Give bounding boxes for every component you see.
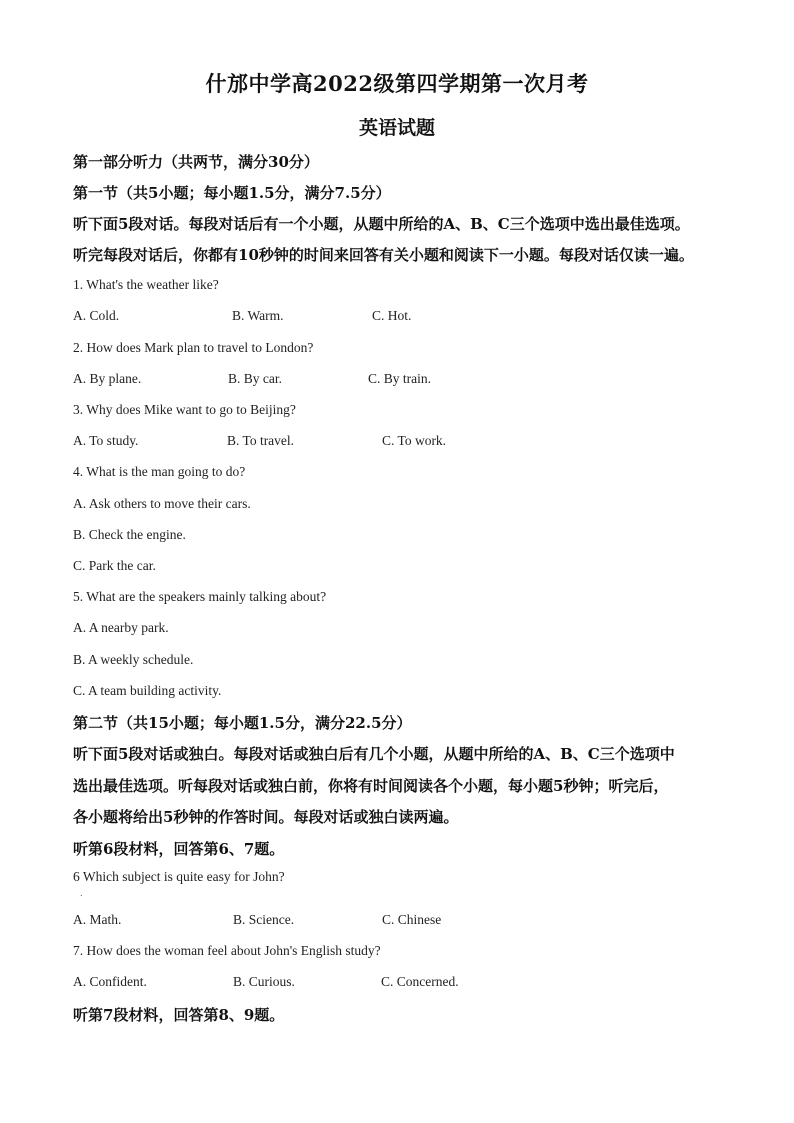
question-1-option-c: C. Hot. (372, 308, 412, 323)
section2-instruction-1: 听下面5段对话或独白。每段对话或独白后有几个小题，从题中所给的A、B、C三个选项中 (73, 745, 675, 763)
question-2-option-b: B. By car. (228, 371, 282, 386)
section2-instruction-3: 各小题将给出5秒钟的作答时间。每段对话或独白读两遍。 (73, 808, 459, 826)
question-2-option-a: A. By plane. (73, 371, 142, 386)
question-6-option-b: B. Science. (233, 912, 295, 927)
material-6-heading: 听第6段材料，回答第6、7题。 (73, 840, 285, 858)
section2-heading: 第二节（共15小题；每小题1.5分，满分22.5分） (73, 714, 412, 732)
stray-mark: . (80, 889, 83, 898)
material-7-heading: 听第7段材料，回答第8、9题。 (73, 1006, 285, 1024)
question-6-stem: 6 Which subject is quite easy for John? (73, 869, 285, 884)
exam-title: 什邡中学高2022级第四学期第一次月考 (205, 71, 589, 96)
section2-instruction-2: 选出最佳选项。听每段对话或独白前，你将有时间阅读各个小题，每小题5秒钟；听完后， (73, 777, 669, 795)
question-1-stem: 1. What's the weather like? (73, 277, 219, 292)
question-1-option-b: B. Warm. (232, 308, 284, 323)
question-5-option-b: B. A weekly schedule. (73, 652, 194, 667)
question-7-option-b: B. Curious. (233, 974, 295, 989)
question-3-stem: 3. Why does Mike want to go to Beijing? (73, 402, 296, 417)
question-6-option-a: A. Math. (73, 912, 122, 927)
question-3-option-a: A. To study. (73, 433, 139, 448)
question-6-option-c: C. Chinese (382, 912, 442, 927)
question-7-option-a: A. Confident. (73, 974, 147, 989)
question-5-option-c: C. A team building activity. (73, 683, 222, 698)
section1-instruction-2: 听完每段对话后，你都有10秒钟的时间来回答有关小题和阅读下一小题。每段对话仅读一遍。 (73, 246, 694, 264)
part1-heading: 第一部分听力（共两节，满分30分） (73, 153, 319, 171)
question-4-option-b: B. Check the engine. (73, 527, 186, 542)
question-5-stem: 5. What are the speakers mainly talking about? (73, 589, 327, 604)
question-3-option-b: B. To travel. (227, 433, 295, 448)
question-2-option-c: C. By train. (368, 371, 431, 386)
question-4-option-a: A. Ask others to move their cars. (73, 496, 251, 511)
question-5-option-a: A. A nearby park. (73, 620, 169, 635)
question-2-stem: 2. How does Mark plan to travel to London? (73, 340, 314, 355)
question-7-stem: 7. How does the woman feel about John's English study? (73, 943, 381, 958)
question-4-option-c: C. Park the car. (73, 558, 156, 573)
section1-heading: 第一节（共5小题；每小题1.5分，满分7.5分） (73, 184, 391, 202)
exam-subtitle: 英语试题 (358, 117, 435, 139)
question-7-option-c: C. Concerned. (381, 974, 459, 989)
question-1-option-a: A. Cold. (73, 308, 120, 323)
question-4-stem: 4. What is the man going to do? (73, 464, 246, 479)
question-3-option-c: C. To work. (382, 433, 447, 448)
section1-instruction-1: 听下面5段对话。每段对话后有一个小题，从题中所给的A、B、C三个选项中选出最佳选项。 (73, 215, 690, 233)
